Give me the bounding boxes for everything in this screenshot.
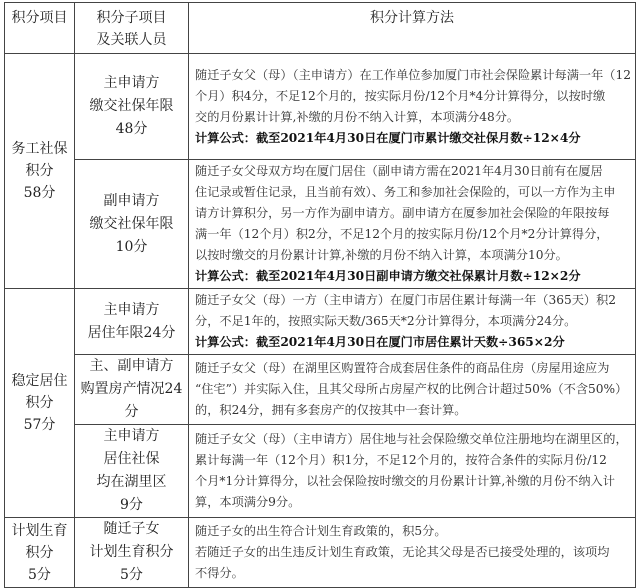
method-line: 累计每满一年（12个月）积1分，不足12个月的，按符合条件的实际月份/12 [195, 453, 607, 467]
subitem-line: 主申请方 [103, 428, 160, 444]
subitem-line: 主、副申请方 [89, 358, 174, 374]
method-line: 请方计算积分，另一方作为副申请方。副申请方在厦参加社会保险的年限按每 [195, 206, 610, 220]
subitem-line: 计划生育积分 [89, 544, 174, 560]
points-table [4, 2, 636, 588]
category-line: 稳定居住 [11, 373, 68, 389]
subitem-line: 副申请方 [103, 192, 160, 209]
method-line: 分，不足1年的，按照实际天数/365天*2分计算得分，本项满分24分。 [195, 314, 577, 328]
category-line: 58分 [23, 185, 56, 201]
subitem-line: 5分 [120, 567, 143, 583]
method-cell [189, 289, 636, 355]
header-row [5, 3, 636, 54]
subitem-cell [74, 160, 188, 289]
header-method-label: 积分计算方法 [370, 10, 454, 26]
method-cell [189, 355, 636, 425]
subitem-cell [74, 54, 188, 160]
category-line: 57分 [23, 417, 56, 433]
table-row [5, 289, 636, 355]
table-body [5, 54, 636, 588]
table-row [5, 425, 636, 518]
subitem-line: 购置房产情况24 [80, 381, 183, 397]
subitem-cell [74, 289, 188, 355]
header-subitem-line: 积分子项目 [96, 10, 167, 26]
subitem-line: 10分 [115, 238, 148, 255]
method-line: 满一年（12个月）积2分，不足12个月的按实际月份/12个月*2分计算得分， [195, 227, 609, 241]
subitem-cell [74, 425, 188, 518]
method-cell [189, 160, 636, 289]
category-line: 计划生育 [11, 522, 68, 539]
formula-line: 计算公式：截至2021年4月30日在厦门市居住累计天数÷365×2分 [195, 335, 565, 349]
subitem-line: 缴交社保年限 [89, 98, 174, 114]
category-cell [5, 54, 75, 289]
method-line: 随迁子女父（母）一方（主申请方）在厦门市居住累计每满一年（365天）积2 [195, 293, 617, 307]
method-line: 交的月份累计计算,补缴的月份不纳入计算，本项满分48分。 [195, 109, 520, 124]
header-subitem-line: 及关联人员 [96, 32, 167, 48]
method-line: 随迁子女父（母）在湖里区购置符合成套居住条件的商品住房（房屋用途应为 [195, 361, 610, 375]
subitem-line: 居住年限24分 [87, 324, 176, 341]
method-line: 个月*1分计算得分，以社会保险按时缴交的月份累计计算,补缴的月份不纳入计 [195, 474, 615, 488]
subitem-line: 随迁子女 [103, 521, 160, 537]
method-line: 随迁子女父（母）（主申请方）在工作单位参加厦门市社会保险累计每满一年（12 [195, 67, 631, 82]
method-line: 随迁子女父母双方均在厦门居住（副申请方需在2021年4月30日前有在厦居 [195, 164, 603, 178]
category-cell [5, 289, 75, 518]
method-line: 随迁子女的出生符合计划生育政策的，积5分。 [195, 524, 447, 538]
category-line: 积分 [25, 395, 54, 411]
subitem-line: 分 [124, 404, 139, 420]
subitem-line: 主申请方 [103, 75, 160, 91]
header-category-label: 积分项目 [11, 10, 68, 26]
table-row [5, 355, 636, 425]
subitem-cell [74, 355, 188, 425]
category-cell [5, 518, 75, 588]
category-line: 5分 [28, 566, 51, 583]
method-cell [189, 518, 636, 588]
method-line: 的，积24分，拥有多套房产的仅按其中一套计算。 [195, 403, 467, 417]
method-line: “住宅”）并实际入住，且其父母所占房屋产权的比例合计超过50%（不含50%） [195, 382, 628, 396]
subitem-line: 主申请方 [103, 301, 160, 318]
subitem-line: 9分 [120, 497, 143, 513]
method-line: 个月）积4分，不足12个月的，按实际月份/12个月*4分计算得分，以按时缴 [195, 88, 606, 103]
category-line: 积分 [25, 544, 54, 561]
method-line: 算，本项满分9分。 [195, 495, 301, 509]
table-row [5, 518, 636, 588]
subitem-line: 均在湖里区 [96, 474, 167, 490]
method-line: 住记录或暂住记录，且当前有效）、务工和参加社会保险的，可以一方作为主申 [195, 185, 616, 199]
formula-line: 计算公式：截至2021年4月30日副申请方缴交社保累计月数÷12×2分 [195, 269, 581, 283]
subitem-line: 48分 [115, 121, 148, 137]
header-subitem [74, 3, 188, 54]
category-line: 积分 [25, 163, 54, 179]
category-line: 务工社保 [11, 141, 68, 157]
method-line: 以按时缴交的月份累计计算,补缴的月份不纳入计算，本项满分10分。 [195, 248, 568, 262]
subitem-line: 居住社保 [103, 451, 160, 467]
method-cell [189, 54, 636, 160]
method-line: 不得分。 [195, 566, 244, 580]
table-row [5, 54, 636, 160]
method-cell [189, 425, 636, 518]
subitem-line: 缴交社保年限 [89, 215, 174, 232]
formula-line: 计算公式：截至2021年4月30日在厦门市累计缴交社保月数÷12×4分 [195, 130, 581, 145]
method-line: 随迁子女父（母）（主申请方）居住地与社会保险缴交单位注册地均在湖里区的， [195, 432, 628, 446]
header-method [189, 3, 636, 54]
header-category [5, 3, 75, 54]
method-line: 若随迁子女的出生违反计划生育政策，无论其父母是否已接受处理的，该项均 [195, 545, 610, 559]
table-row [5, 160, 636, 289]
subitem-cell [74, 518, 188, 588]
